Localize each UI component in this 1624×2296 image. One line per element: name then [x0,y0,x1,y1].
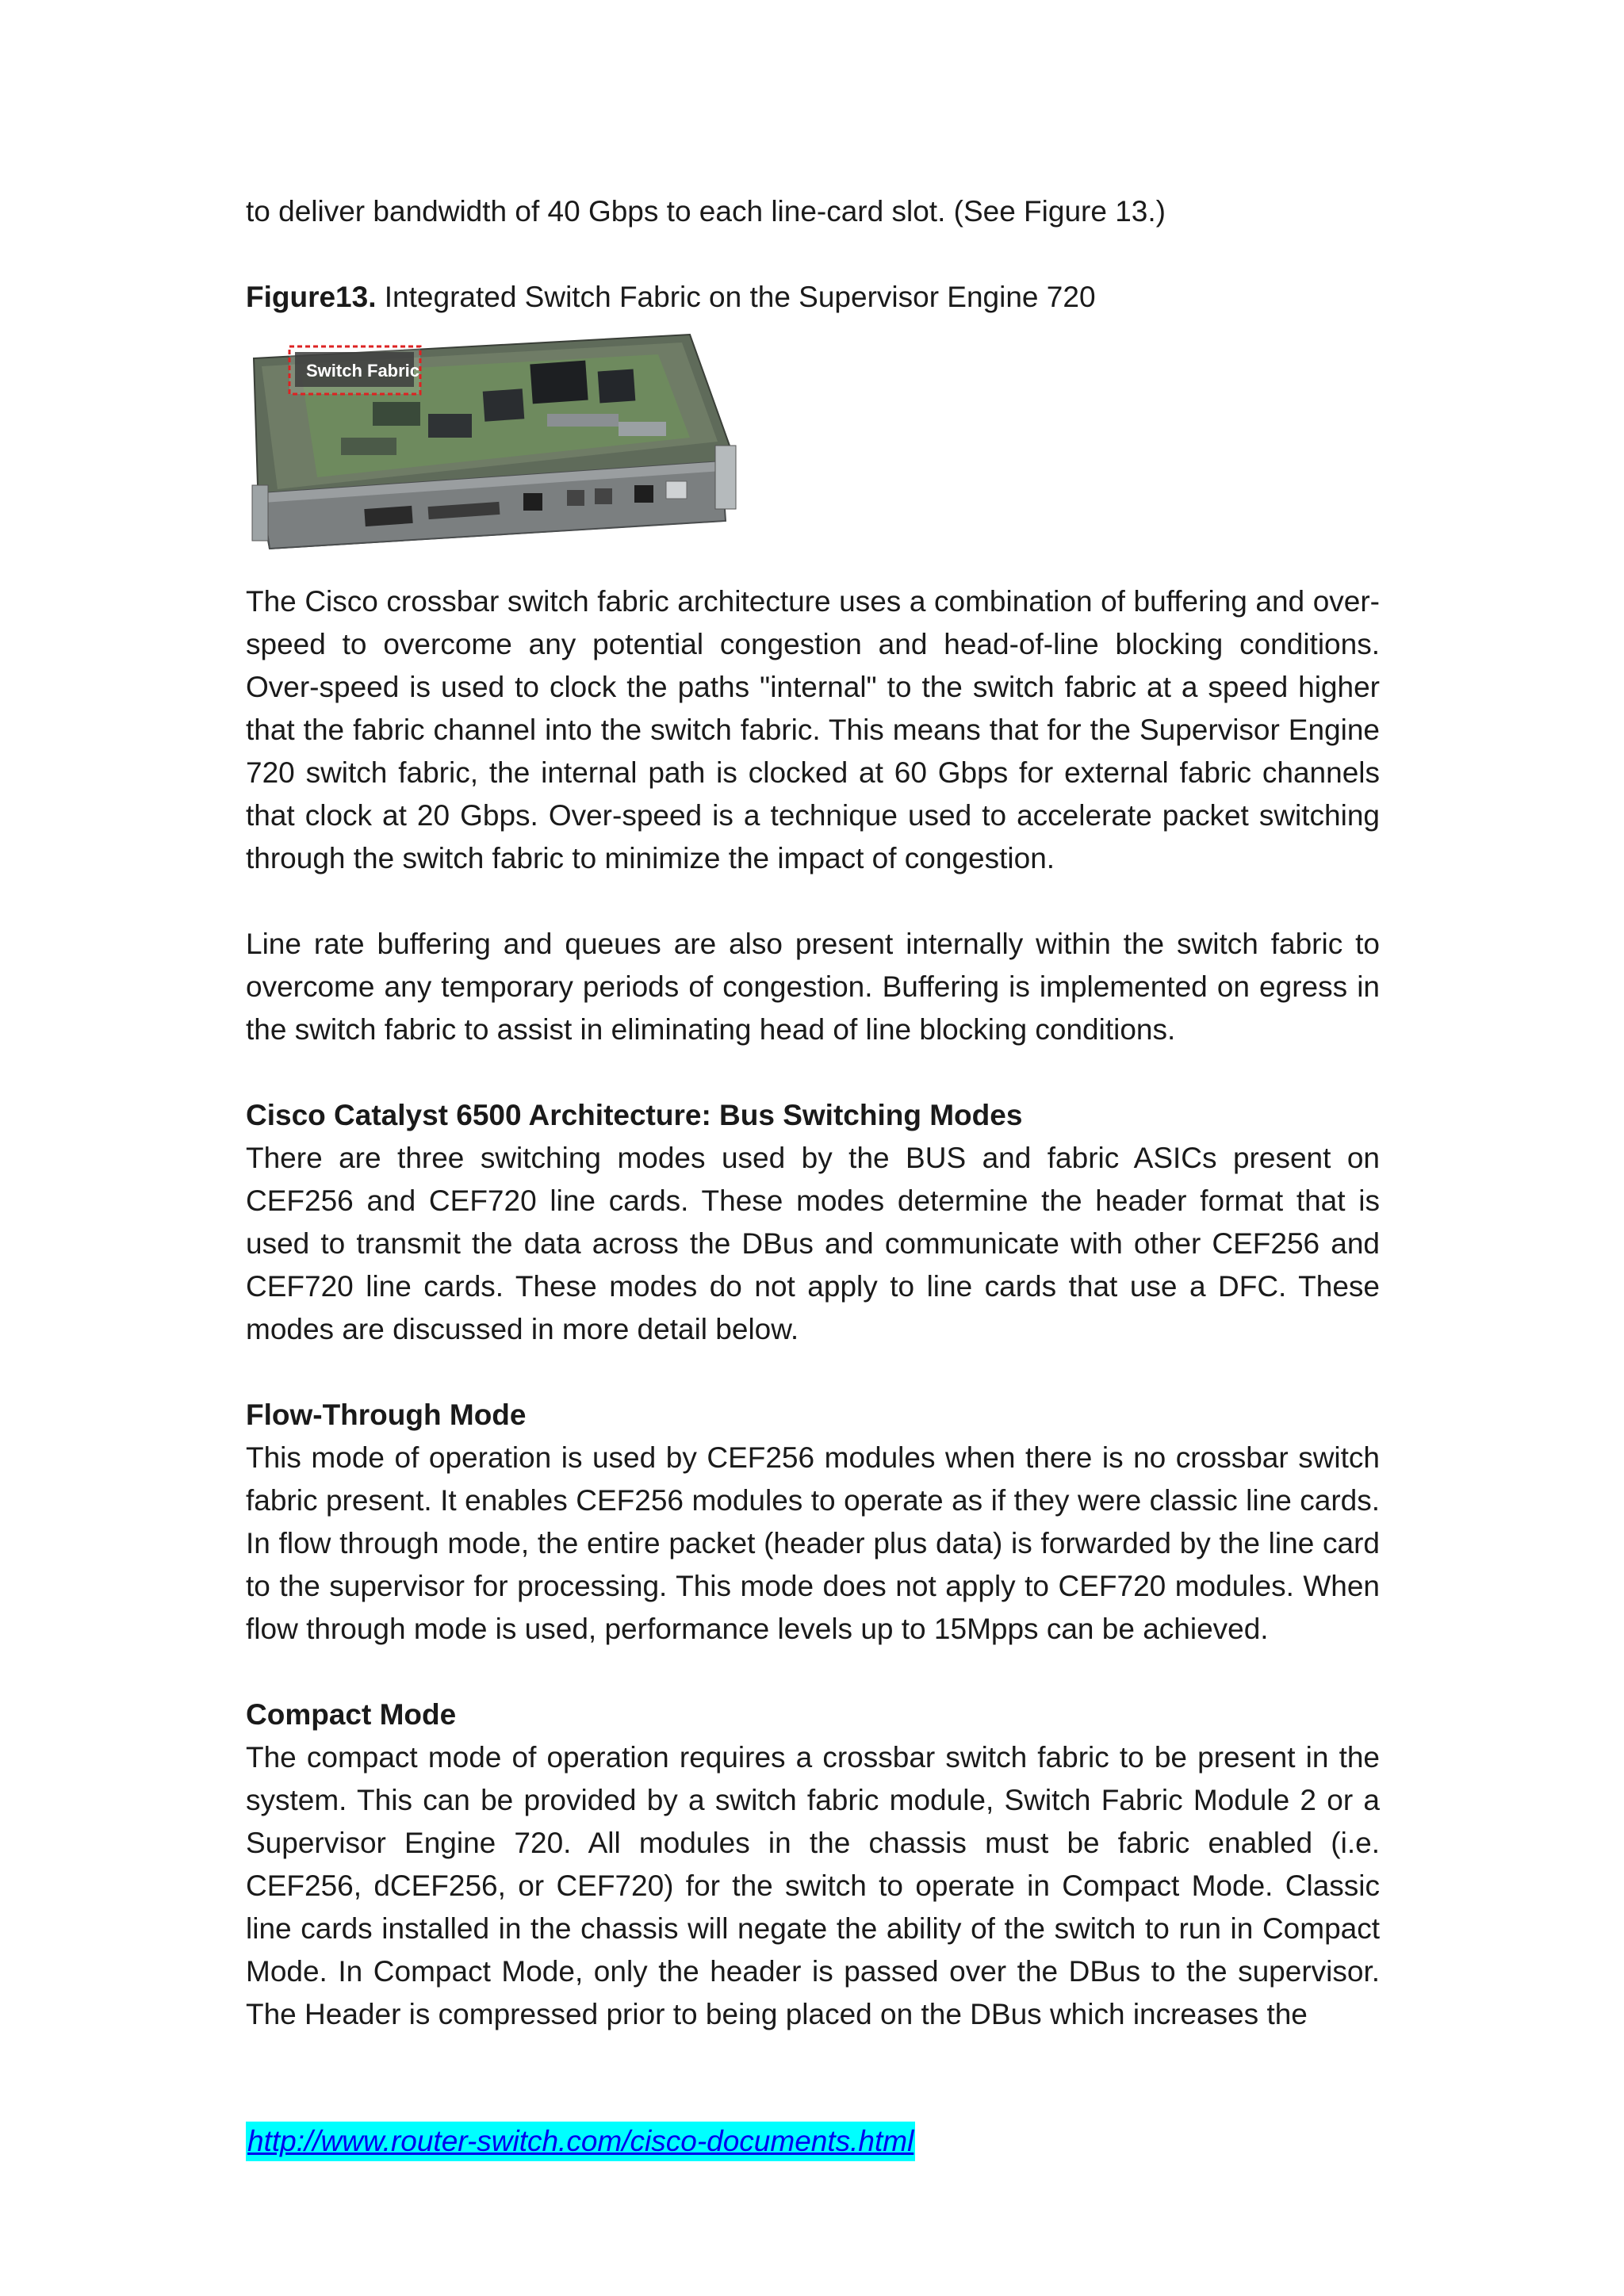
figure-label: Figure13. [246,281,377,313]
switch-fabric-callout: Switch Fabric [306,361,420,381]
supervisor-board-illustration [246,327,745,557]
buffering-paragraph: Line rate buffering and queues are also present internally within the switch fabric to overcome any temporary periods of congestion. Buffering is implemented on egress in the switch fabric to assist in eliminating head of line blocking conditions. [246,928,1380,1046]
footer-link[interactable]: http://www.router-switch.com/cisco-documents.html [246,2122,915,2161]
document-page [246,190,1380,2036]
section-body-compact-mode: The compact mode of operation requires a crossbar switch fabric to be present in the system. This can be provided by a switch fabric module, Switch Fabric Module 2 or a Supervisor Engine 720. All modules in the chassis must be fabric enabled (i.e. CEF256, dCEF256, or CEF720) for the switch to operate in Compact Mode. Classic line cards installed in the chassis will negate the ability of the switch to run in Compact Mode. In Compact Mode, only the header is passed over the DBus to the supervisor. The Header is compressed prior to being placed on the DBus which increases the [246,1741,1380,2030]
section-body-bus-switching: There are three switching modes used by the BUS and fabric ASICs present on CEF256 and CEF720 line cards. These modes determine the header format that is used to transmit the data across the DBus and communicate with other CEF256 and CEF720 line cards. These modes do not apply to line cards that use a DFC. These modes are discussed in more detail below. [246,1142,1380,1345]
section-heading-bus-switching: Cisco Catalyst 6500 Architecture: Bus Switching Modes [246,1099,1023,1131]
figure-caption-text: Integrated Switch Fabric on the Supervisor Engine 720 [376,281,1096,313]
crossbar-paragraph: The Cisco crossbar switch fabric architecture uses a combination of buffering and over-speed to overcome any potential congestion and head-of-line blocking conditions. Over-speed is used to clock the paths "internal" to the switch fabric at a speed higher that the fabric channel into the switch fabric. This means that for the Supervisor Engine 720 switch fabric, the internal path is clocked at 60 Gbps for external fabric channels that clock at 20 Gbps. Over-speed is a technique used to accelerate packet switching through the switch fabric to minimize the impact of congestion. [246,585,1380,874]
section-heading-flow-through: Flow-Through Mode [246,1399,527,1431]
section-heading-compact-mode: Compact Mode [246,1698,457,1731]
intro-line: to deliver bandwidth of 40 Gbps to each line-card slot. (See Figure 13.) [246,195,1166,228]
section-body-flow-through: This mode of operation is used by CEF256 modules when there is no crossbar switch fabric present. It enables CEF256 modules to operate as if they were classic line cards. In flow through mode, the entire packet (header plus data) is forwarded by the line card to the supervisor for processing. This mode does not apply to CEF720 modules. When flow through mode is used, performance levels up to 15Mpps can be achieved. [246,1441,1380,1645]
figure-caption [246,276,1380,319]
supervisor-engine-photo [246,327,745,557]
